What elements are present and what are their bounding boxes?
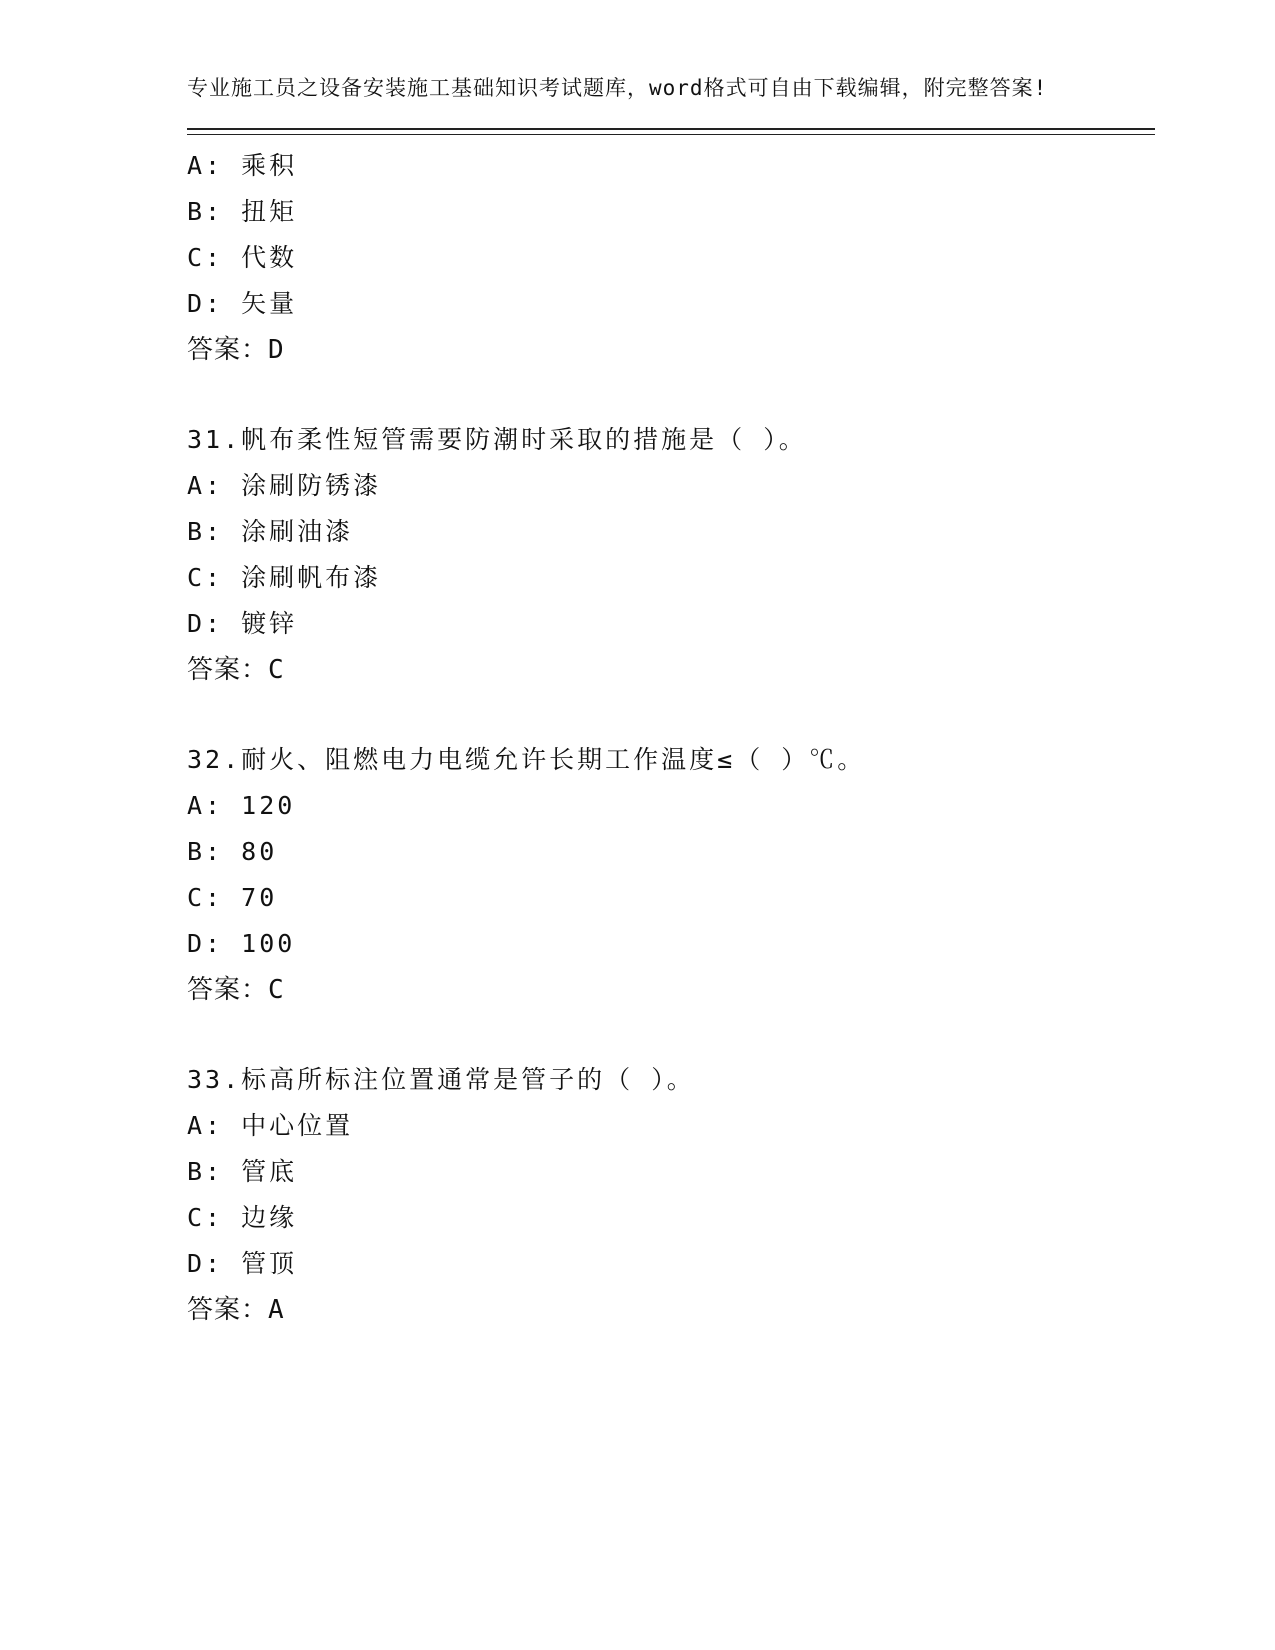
question-text: 31.帆布柔性短管需要防潮时采取的措施是（ ）。 bbox=[187, 425, 807, 454]
option-a: A: 中心位置 bbox=[187, 1111, 354, 1140]
option-b: B: 涂刷油漆 bbox=[187, 517, 354, 546]
option-d: D: 100 bbox=[187, 929, 296, 958]
option-d: D: 矢量 bbox=[187, 289, 298, 318]
option-b: B: 80 bbox=[187, 837, 278, 866]
answer-line: 答案：D bbox=[187, 335, 285, 365]
question-list bbox=[187, 143, 1155, 1333]
option-d: D: 管顶 bbox=[187, 1249, 298, 1278]
option-c: C: 边缘 bbox=[187, 1203, 298, 1232]
answer-line: 答案：A bbox=[187, 1295, 285, 1325]
question-block bbox=[187, 737, 1155, 1013]
question-block bbox=[187, 1057, 1155, 1333]
option-c: C: 代数 bbox=[187, 243, 298, 272]
option-a: A: 涂刷防锈漆 bbox=[187, 471, 382, 500]
option-b: B: 扭矩 bbox=[187, 197, 298, 226]
question-block bbox=[187, 417, 1155, 693]
answer-line: 答案：C bbox=[187, 975, 285, 1005]
option-a: A: 乘积 bbox=[187, 151, 298, 180]
block-spacer bbox=[187, 1013, 1155, 1057]
question-block bbox=[187, 143, 1155, 373]
option-d: D: 镀锌 bbox=[187, 609, 298, 638]
option-a: A: 120 bbox=[187, 791, 296, 820]
question-text: 32.耐火、阻燃电力电缆允许长期工作温度≤（ ）℃。 bbox=[187, 745, 866, 774]
document-page bbox=[187, 72, 1155, 1333]
option-c: C: 70 bbox=[187, 883, 278, 912]
header-divider bbox=[187, 128, 1155, 135]
question-text: 33.标高所标注位置通常是管子的（ ）。 bbox=[187, 1065, 695, 1094]
option-c: C: 涂刷帆布漆 bbox=[187, 563, 382, 592]
option-b: B: 管底 bbox=[187, 1157, 298, 1186]
block-spacer bbox=[187, 373, 1155, 417]
block-spacer bbox=[187, 693, 1155, 737]
document-header: 专业施工员之设备安装施工基础知识考试题库，word格式可自由下载编辑，附完整答案! bbox=[187, 76, 1048, 100]
answer-line: 答案：C bbox=[187, 655, 285, 685]
